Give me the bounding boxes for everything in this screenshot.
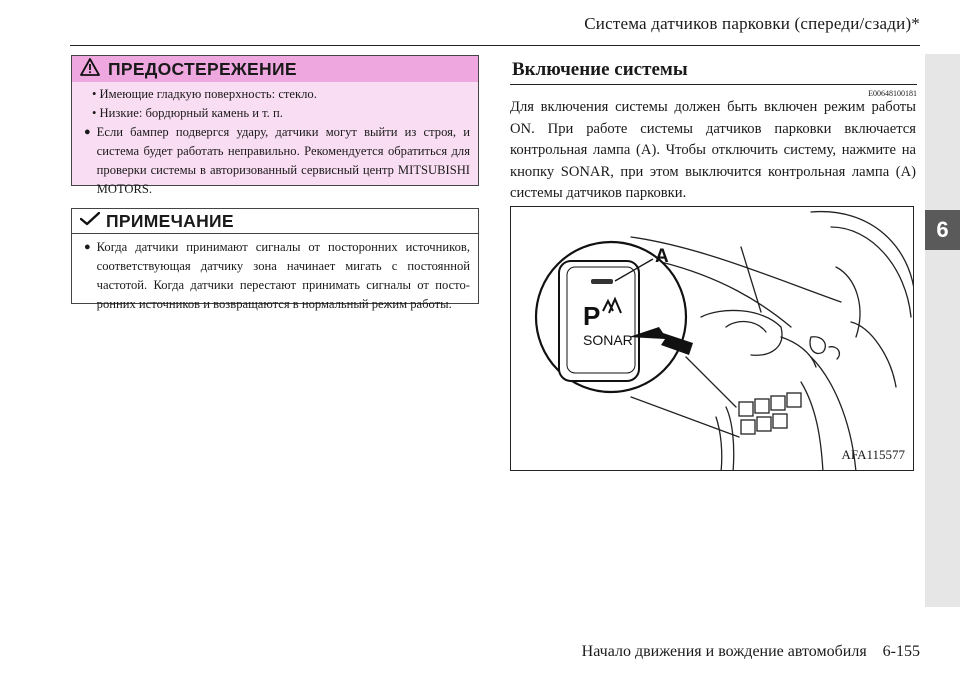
running-header: Система датчиков парковки (спереди/сзади)*	[584, 14, 920, 33]
note-box	[71, 208, 479, 311]
warning-bullet-item	[84, 123, 470, 199]
warning-triangle-icon	[80, 58, 100, 81]
bullet-dot-icon: ●	[84, 126, 91, 138]
warning-body	[72, 82, 478, 199]
page-footer: Начало движения и вождение автомобиля 6-155	[581, 643, 920, 660]
note-header	[72, 209, 478, 234]
section-code: E00648100181	[868, 89, 917, 98]
warning-header	[72, 56, 478, 82]
sonar-button-icon	[559, 259, 653, 381]
warning-title: ПРЕДОСТЕРЕЖЕНИЕ	[108, 58, 297, 79]
note-title: ПРИМЕЧАНИЕ	[106, 210, 234, 231]
header-rule	[70, 45, 920, 46]
svg-text:SONAR: SONAR	[583, 332, 633, 348]
svg-text:P: P	[583, 301, 601, 331]
chapter-side-tab	[925, 54, 960, 607]
section-paragraph: Для включения системы должен быть включен режим работы ON. При работе системы датчиков парковки включается контрольная лампа (A). Чтобы отключить систему, нажмите на кнопку SONAR, при этом выключится контрольная лампа (A) системы датчиков парковки.	[510, 99, 916, 201]
chapter-number-tab[interactable]: 6	[925, 210, 960, 250]
bullet-dot-icon: ●	[84, 241, 91, 253]
section-heading: Включение системы	[510, 55, 917, 85]
note-bullet-item	[84, 238, 470, 314]
note-body	[72, 234, 478, 314]
note-bullet-text: Когда датчики принимают сигналы от посторонних источников, соответствующая датчику зона начинает мигать с постоянной частотой. Когда датчики перестают принимать сигналы от посто-ронних источников и возвращаются в нормальный режим работы.	[96, 240, 470, 311]
dashboard-drawing	[511, 207, 914, 471]
warning-sub-item-2: • Низкие: бордюрный камень и т. п.	[92, 106, 283, 120]
warning-sub-item-1: • Имеющие гладкую поверхность: стекло.	[92, 87, 317, 101]
dashboard-illustration	[510, 206, 914, 471]
warning-box	[71, 55, 479, 196]
warning-bullet-text: Если бампер подвергся удару, датчики могут выйти из строя, и система будет работать неправильно. Рекомендуется обратиться для проверки системы в авторизованный сервисный центр MITSUBISHI MOTORS.	[96, 125, 470, 196]
label-a: A	[655, 246, 669, 267]
figure-code: AFA115577	[841, 447, 905, 462]
note-check-icon	[80, 212, 100, 231]
